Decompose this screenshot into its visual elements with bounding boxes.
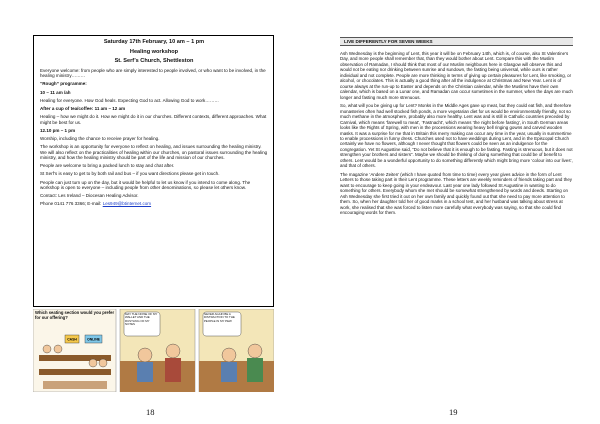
intro-paragraph: Everyone welcome: from people who are simply interested to people involved, or who want to be involved, in the healing ministry……… [40, 67, 266, 79]
lunch-paragraph: People are welcome to bring a packed lunch to stay and chat after. [40, 163, 175, 169]
page-number-right: 19 [449, 407, 458, 417]
cartoon-panel-wallet [120, 309, 195, 392]
cartoon1-sign-online: ONLINE [87, 337, 100, 342]
event-title: Healing workshop [129, 48, 179, 55]
healing-workshop-notice [33, 35, 274, 307]
article-body [340, 51, 573, 219]
cartoon1-sign-cash: CASH [67, 337, 77, 342]
item2-time: After a cup of tea/coffee: 11 am – 12 am [40, 105, 126, 111]
event-venue: St. Serf’s Church, Shettleston [114, 58, 194, 65]
item3-text: Worship, including the chance to receive prayer for healing. [40, 135, 160, 141]
turnup-paragraph: People can just turn up on the day, but it would be helpful to let us know if you intend to come along. The workshop is open to everyone – including people from other denominations, so please let others know. [40, 179, 251, 191]
phone-text: Phone 0141 776 3366; E-mail: [40, 201, 103, 207]
cartoon-panel-pew [199, 309, 274, 392]
item2-text: Healing – how we might do it. How we might do it in our churches. Different contexts, different approaches. What might be best for us. [40, 114, 267, 125]
event-date: Saturday 17th February, 10 am – 1 pm [103, 39, 205, 45]
offering-cartoons [33, 309, 274, 392]
cartoon3-speech: NEVER AGAIN BE A DISTRACTION TO THE PEOPLE IN MY PEW [204, 313, 235, 323]
article-banner: LIVE DIFFERENTLY FOR SEVEN WEEKS [340, 37, 573, 46]
article-paragraph: So, what will you be giving up for Lent? Monks in the Middle Ages gave up meat, but they could eat fish, and therefore monasteries often had well stocked fish ponds, a more vegetarian diet for us would be environmentally friendly, not so much methane in the atmosphere, probably also more healthy. Lent was and is still in Catholic countries preceded by Carnival, which means ‘farewell to meat’, ‘Fastnacht’, which means ‘the night before fasting’, in South German areas looks like the Rights of Spring, with men in the processions wearing heavy bell ringing gowns and carved wooden masks. It was a surprise for me that in Britain this merry making can occur any time in the year, usually in summertime to enable processions in funny dress. Churches used not to have weddings during Lent, and in the Episcopal Church certainly we have no flowers, although I never thought that flowers could be seen as an indulgence for the congregation. Yet St Augustine said, “Do not believe that it is enough to be fasting. Fasting is strenuous, but it does not strengthen your brothers and sisters”. Maybe we should be thinking of doing something that could be of benefit to others. Lent would be a wonderful opportunity to do something differently which might bring more ‘colour into our lives’, and that of others. [340, 103, 573, 169]
workshop-paragraph: The workshop is an opportunity for everyone to reflect on healing, and issues surrounding the healing ministry. We will also reflect on the practicalities of healing within our churches, on pastoral issues surrounding the healing ministry, and how the healing ministry should be part of the life and mission of our churches. [40, 144, 268, 161]
cartoon2-speech: MAY THE NOISE OF MY WALLET AND THE RUSTLING OF MY NOTES [125, 313, 158, 327]
travel-paragraph: St Serf’s is easy to get to by both rail and bus – if you want directions please get in touch. [40, 171, 220, 177]
article-paragraph: Ash Wednesday is the beginning of Lent, this year it will be on February 14th, which is, of course, also St Valentine’s Day, and more people shall remember that, than they would bother about Lent. Compare this with the Muslim observation of Ramadan, I should think that most of our Muslim neighbours here in Glasgow will observe this and would not be eating nor drinking between sunrise and sundown, the fasting being universal, while ours is rather individual and not complete. People are more thinking in terms of giving up certain pleasures for Lent, like smoking, or alcohol, or chocolates. This is actually a good thing after all the indulgence at Christmas and New Year. Lent is of course always at the run-up to Easter and depends on the Christian calendar, while the Muslims have their own calendar, which is based on a Lunar one, and Ramadan can occur sometimes in the summer, when the days are much longer and fasting much more strenuous. [340, 51, 573, 100]
cartoon1-caption: Which seating section would you prefer for our offering? [35, 310, 115, 320]
contact-line: Contact: Les Ireland – Diocesan Healing Advisor. [40, 193, 139, 199]
cartoon-panel-seating [33, 309, 116, 392]
item1-time: 10 – 11 am /ah [40, 89, 71, 95]
item1-text: Healing for everyone. How God heals. Expecting God to act. Allowing God to work……… [40, 97, 219, 103]
page-number-left: 18 [146, 407, 155, 417]
programme-label: “Rough” programme: [40, 81, 87, 87]
article-paragraph: The magazine ‘Andere Zeiten’ (which I have quoted from time to time) every year gives advice in the form of Lent Letters to those taking part in their Lent programme. These letters are weekly reminders of friends taking part and they want to encourage to keep going in your endeavour. Last year one lady followed St Augustine in wanting to do something for others. Everybody whom she met should be somewhat strengthened by words and deeds. Starting on Ash Wednesday she first tried it out on her own family and quickly found out that she need to pay more attention to them. So, when her daughter told her of good marks in a school test, and her husband was talking about stress at work, she realised that she was forced to listen more carefully what everybody was saying, so that she could find encouraging words for them. [340, 171, 573, 216]
item3-time: 12.10 pm – 1 pm [40, 127, 76, 133]
email-link[interactable]: Les949@btinternet.com [102, 201, 152, 207]
phone-line [40, 201, 268, 207]
